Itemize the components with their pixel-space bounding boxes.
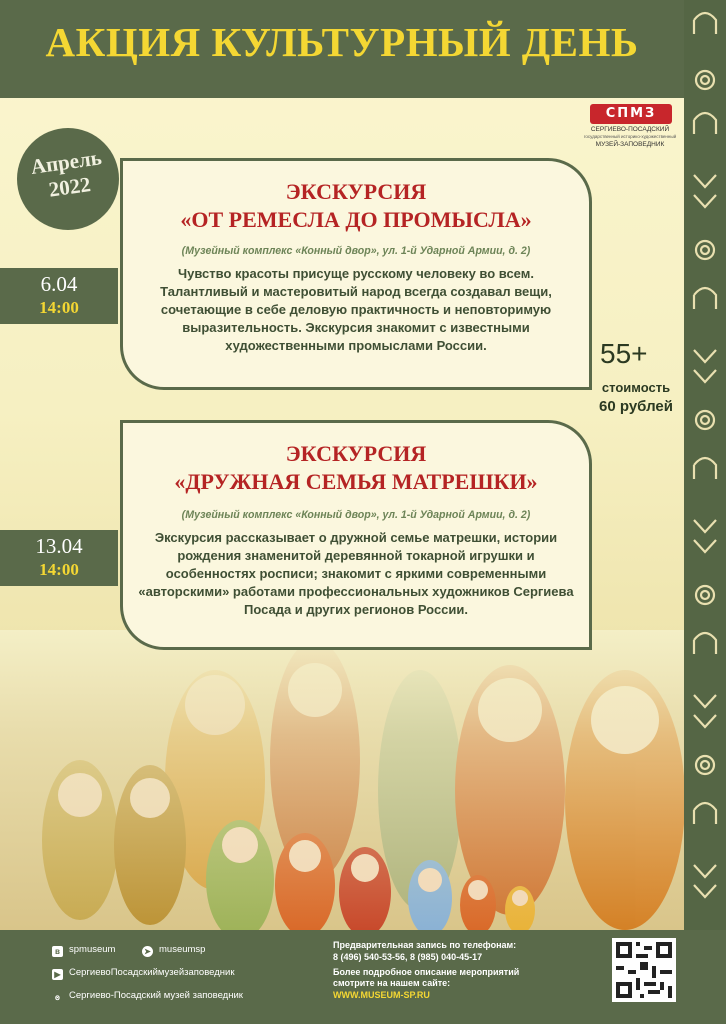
month-badge bbox=[17, 128, 119, 230]
event-date-tab bbox=[0, 530, 118, 586]
logo-line-2: государственный историко-художественный bbox=[583, 134, 677, 139]
event-date: 13.04 bbox=[35, 534, 83, 558]
telegram-icon: ➤ bbox=[142, 946, 153, 957]
event-time: 14:00 bbox=[39, 560, 79, 579]
logo-line-3: МУЗЕЙ-ЗАПОВЕДНИК bbox=[595, 141, 665, 148]
youtube-icon: ▶ bbox=[52, 969, 63, 980]
event-title: «ОТ РЕМЕСЛА ДО ПРОМЫСЛА» bbox=[180, 207, 532, 232]
museum-logo bbox=[580, 104, 680, 154]
event-kind: ЭКСКУРСИЯ bbox=[285, 441, 427, 466]
more-info-label: Более подробное описание мероприятий bbox=[333, 967, 520, 977]
event-card bbox=[120, 420, 592, 650]
event-kind: ЭКСКУРСИЯ bbox=[285, 179, 427, 204]
logo-mark: СПМЗ bbox=[590, 104, 672, 124]
header-bar bbox=[0, 0, 684, 98]
price-amount: 60 рублей bbox=[599, 398, 673, 415]
more-info-label-2: смотрите на нашем сайте: bbox=[333, 978, 451, 988]
phone-label: Предварительная запись по телефонам: bbox=[333, 940, 517, 950]
page-title: АКЦИЯ КУЛЬТУРНЫЙ ДЕНЬ bbox=[45, 19, 639, 65]
social-vk[interactable] bbox=[52, 944, 115, 957]
odnoklassniki-icon: ꙩ bbox=[55, 993, 60, 1002]
social-label: museumsp bbox=[159, 944, 206, 955]
vk-icon: в bbox=[52, 946, 63, 957]
month-year: 2022 bbox=[47, 172, 93, 202]
social-youtube[interactable] bbox=[52, 967, 234, 980]
social-label: СергиевоПосадскиймузейзаповедник bbox=[69, 967, 235, 978]
social-telegram[interactable] bbox=[142, 944, 205, 957]
event-location: (Музейный комплекс «Конный двор», ул. 1-й Ударной Армии, д. 2) bbox=[181, 245, 531, 257]
social-odnoklassniki[interactable] bbox=[52, 990, 243, 1003]
phone-numbers: 8 (496) 540-53-56, 8 (985) 040-45-17 bbox=[333, 952, 483, 962]
qr-code[interactable] bbox=[612, 938, 676, 1002]
event-title: «ДРУЖНАЯ СЕМЬЯ МАТРЕШКИ» bbox=[174, 469, 538, 494]
website-link[interactable]: WWW.MUSEUM-SP.RU bbox=[333, 990, 430, 1000]
social-label: Сергиево-Посадский музей заповедник bbox=[69, 990, 243, 1001]
ornament-border bbox=[684, 0, 726, 930]
logo-line-1: СЕРГИЕВО-ПОСАДСКИЙ bbox=[590, 126, 670, 133]
event-date: 6.04 bbox=[40, 272, 78, 296]
event-card bbox=[120, 158, 592, 390]
social-label: spmuseum bbox=[69, 944, 116, 955]
price-label: стоимость bbox=[601, 380, 671, 395]
price-block bbox=[590, 378, 682, 416]
month-name: Апрель bbox=[29, 145, 104, 179]
event-time: 14:00 bbox=[39, 298, 79, 317]
event-description: Экскурсия рассказывает о дружной семье матрешки, истории рождения знаменитой деревянной токарной игрушки и особенностях росписи; знакомит с яркими современными «авторскими» работами профессиональных художников Сергиева Посада и других регионов России. bbox=[138, 530, 574, 617]
matryoshka-photo bbox=[0, 630, 684, 930]
event-description: Чувство красоты присуще русскому человеку во всем. Талантливый и мастеровитый народ всегда создавал вещи, сочетающие в себе деловую практичность и неповторимую выразительность. Экскурсия знакомит с известными художественными промыслами России. bbox=[160, 266, 552, 353]
event-location: (Музейный комплекс «Конный двор», ул. 1-й Ударной Армии, д. 2) bbox=[181, 509, 531, 521]
footer bbox=[0, 930, 726, 1024]
age-limit: 55+ bbox=[600, 338, 648, 369]
event-date-tab bbox=[0, 268, 118, 324]
